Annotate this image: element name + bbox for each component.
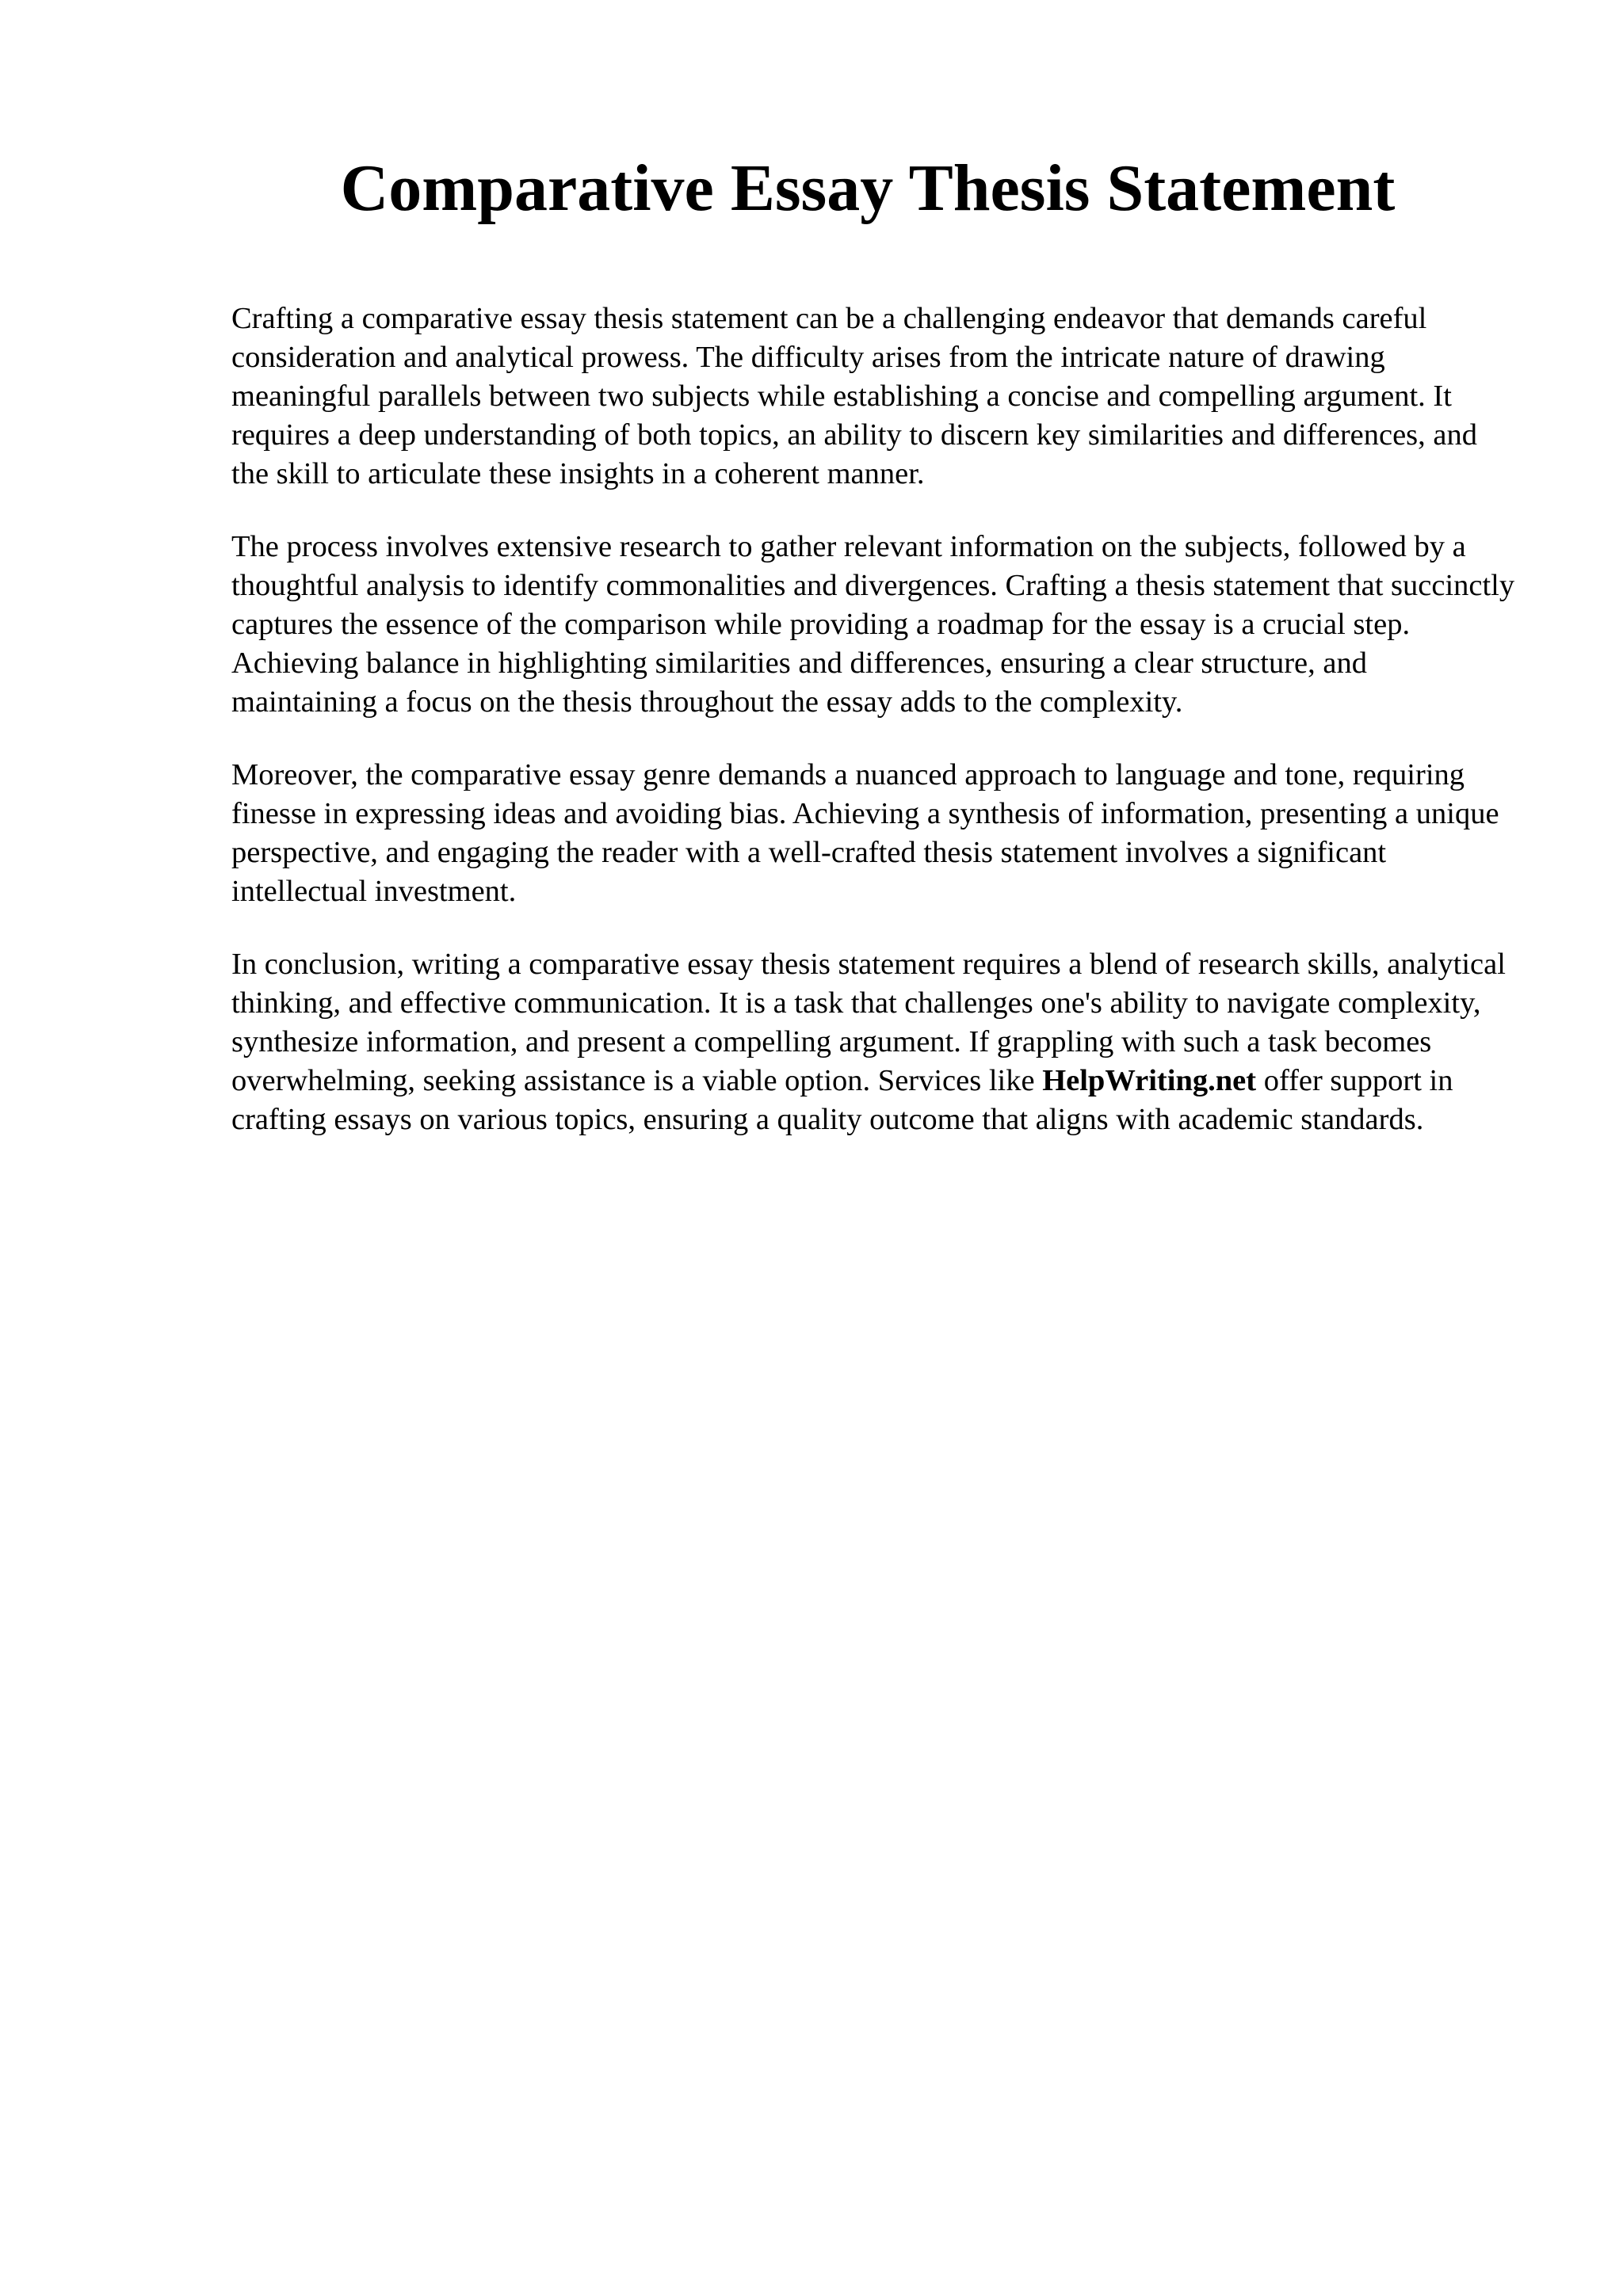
paragraph-2: The process involves extensive research to gather relevant information on the subjects, followed by a thoughtful analysis to identify commonalities and divergences. Crafting a thesis statement that succinctly captures the essence of the comparison while providing a roadmap for the essay is a crucial step. Achieving balance in highlighting similarities and differences, ensuring a clear structure, and maintaining a focus on the thesis throughout the essay adds to the complexity. xyxy=(231,530,1515,719)
helpwriting-link[interactable]: HelpWriting.net xyxy=(1042,1064,1257,1097)
document-title: Comparative Essay Thesis Statement xyxy=(340,151,1396,225)
paragraph-3: Moreover, the comparative essay genre demands a nuanced approach to language and tone, requiring finesse in expressing ideas and avoiding bias. Achieving a synthesis of information, presenting a unique perspective, and engaging the reader with a well-crafted thesis statement involves a significant intellectual investment. xyxy=(231,758,1499,908)
paragraph-conclusion xyxy=(231,945,1515,1139)
paragraph-1: Crafting a comparative essay thesis statement can be a challenging endeavor that demands careful consideration and analytical prowess. The difficulty arises from the intricate nature of drawing meaningful parallels between two subjects while establishing a concise and compelling argument. It requires a deep understanding of both topics, an ability to discern key similarities and differences, and the skill to articulate these insights in a coherent manner. xyxy=(231,302,1477,490)
conclusion-text-after-link: offer support in crafting essays on various topics, ensuring a quality outcome that aligns with academic standards. xyxy=(231,1064,1453,1136)
conclusion-text-before-link: In conclusion, writing a comparative essay thesis statement requires a blend of research skills, analytical thinking, and effective communication. It is a task that challenges one's ability to navigate complexity, synthesize information, and present a compelling argument. If grappling with such a task becomes overwhelming, seeking assistance is a viable option. Services like xyxy=(231,948,1506,1097)
document-body xyxy=(231,299,1515,1173)
